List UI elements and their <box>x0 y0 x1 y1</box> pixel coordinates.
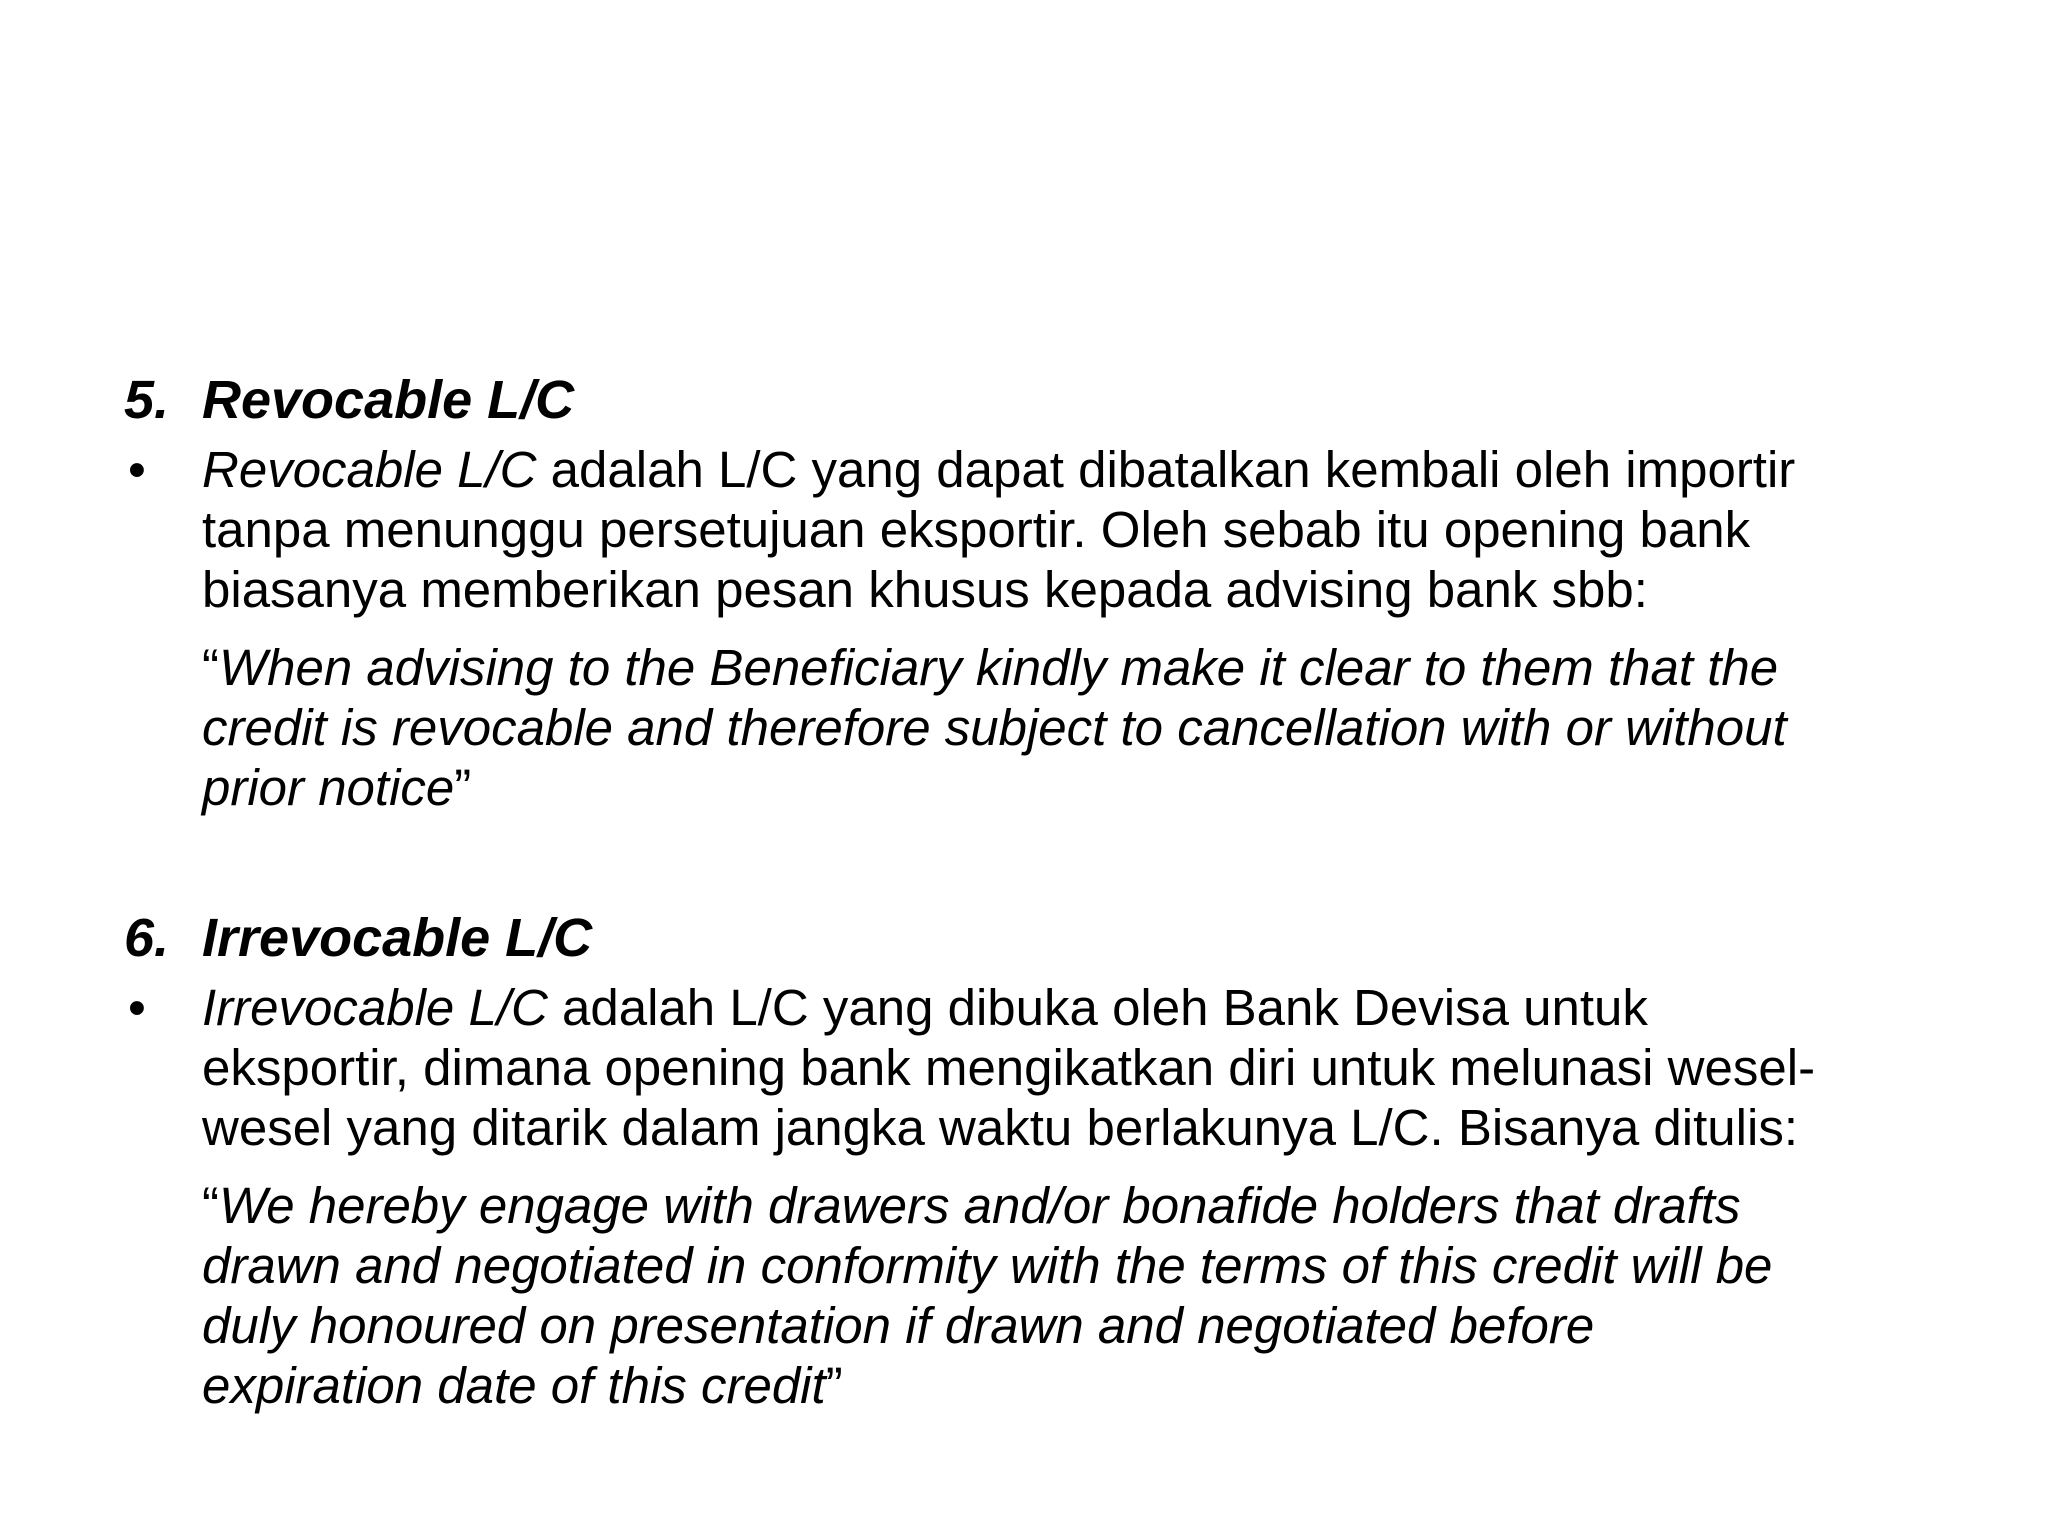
bullet-term: Irrevocable L/C <box>202 979 548 1036</box>
quote-close-mark: ” <box>454 759 472 816</box>
quote-text: We hereby engage with drawers and/or bonafide holders that drafts <box>218 1177 1741 1234</box>
quote-close-mark: ” <box>825 1357 843 1414</box>
bullet-irrevocable-definition <box>124 978 2024 1158</box>
bullet-line <box>202 978 2024 1038</box>
section-title: Revocable L/C <box>202 370 575 430</box>
bullet-icon: • <box>128 441 146 498</box>
bullet-term: Revocable L/C <box>202 441 537 498</box>
quote-open-mark: “ <box>202 639 219 696</box>
quote-line <box>202 1176 2024 1236</box>
quote-irrevocable <box>124 1176 2024 1416</box>
quote-text: expiration date of this credit <box>202 1357 826 1414</box>
quote-line <box>202 758 2024 818</box>
bullet-icon: • <box>128 979 146 1036</box>
quote-line: drawn and negotiated in conformity with the terms of this credit will be <box>202 1237 1773 1294</box>
bullet-line: wesel yang ditarik dalam jangka waktu berlakunya L/C. Bisanya ditulis: <box>202 1099 1798 1156</box>
quote-line: duly honoured on presentation if drawn and negotiated before <box>202 1297 1595 1354</box>
bullet-line: biasanya memberikan pesan khusus kepada advising bank sbb: <box>202 561 1648 618</box>
bullet-line: tanpa menunggu persetujuan eksportir. Oleh sebab itu opening bank <box>202 501 1751 558</box>
bullet-text: adalah L/C yang dapat dibatalkan kembali oleh importir <box>536 441 1796 498</box>
quote-line <box>202 638 2024 698</box>
quote-text: When advising to the Beneficiary kindly make it clear to them that the <box>218 639 1779 696</box>
quote-revocable <box>124 638 2024 818</box>
section-heading-revocable <box>124 368 2024 432</box>
section-heading-irrevocable <box>124 906 2024 970</box>
quote-line: credit is revocable and therefore subject to cancellation with or without <box>202 699 1787 756</box>
section-spacer <box>124 818 2024 906</box>
bullet-revocable-definition <box>124 440 2024 620</box>
quote-text: prior notice <box>202 759 455 816</box>
bullet-text: adalah L/C yang dibuka oleh Bank Devisa untuk <box>547 979 1648 1036</box>
bullet-line <box>202 440 2024 500</box>
section-title: Irrevocable L/C <box>202 908 593 968</box>
quote-open-mark: “ <box>202 1177 219 1234</box>
bullet-line: eksportir, dimana opening bank mengikatkan diri untuk melunasi wesel- <box>202 1039 1816 1096</box>
section-number: 5. <box>124 370 170 430</box>
section-number: 6. <box>124 908 170 968</box>
quote-line <box>202 1356 2024 1416</box>
slide-content <box>124 368 2024 1416</box>
